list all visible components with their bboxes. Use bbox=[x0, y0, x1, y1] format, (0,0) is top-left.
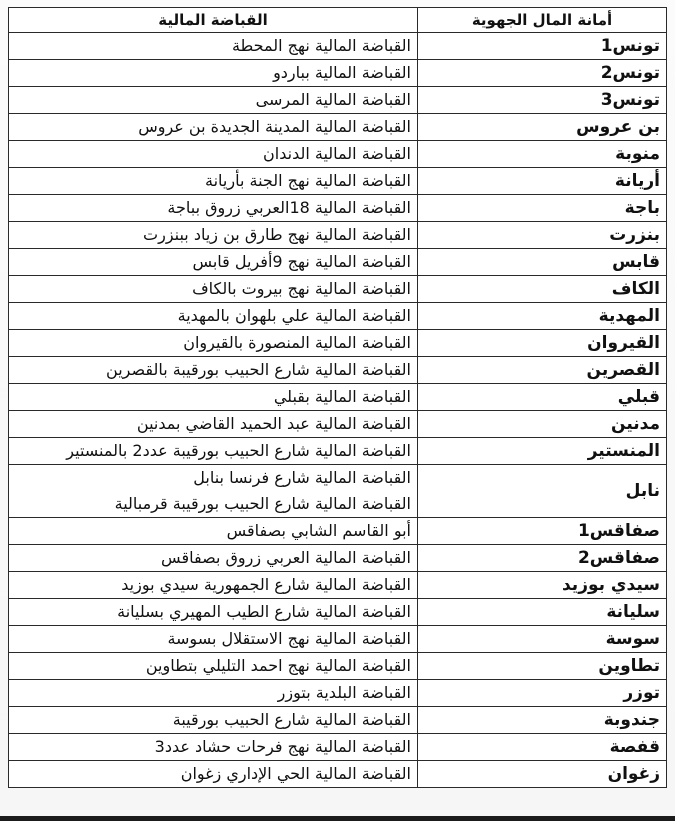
office-name: القباضة المالية شارع الحبيب بورقيبة عدد2 بالمنستير bbox=[66, 441, 411, 460]
region-cell: توزر bbox=[418, 680, 667, 707]
header-office: القباضة المالية bbox=[9, 8, 418, 33]
table-row bbox=[9, 114, 667, 141]
office-cell bbox=[9, 734, 418, 761]
table-row bbox=[9, 653, 667, 680]
table-row bbox=[9, 303, 667, 330]
region-cell: المهدية bbox=[418, 303, 667, 330]
table-row bbox=[9, 87, 667, 114]
office-name: القباضة المالية المدينة الجديدة بن عروس bbox=[138, 117, 411, 136]
office-name: القباضة المالية نهج احمد التليلي بتطاوين bbox=[145, 656, 411, 675]
office-name: القباضة المالية الدندان bbox=[263, 144, 411, 163]
table-row bbox=[9, 222, 667, 249]
region-cell: قبلي bbox=[418, 384, 667, 411]
table-row bbox=[9, 249, 667, 276]
region-cell: صفاقس2 bbox=[418, 545, 667, 572]
office-cell bbox=[9, 168, 418, 195]
office-name: القباضة المالية علي بلهوان بالمهدية bbox=[177, 306, 411, 325]
office-name: القباضة المالية نهج 9أفريل قابس bbox=[192, 252, 411, 271]
table-row bbox=[9, 411, 667, 438]
region-cell: القيروان bbox=[418, 330, 667, 357]
office-cell bbox=[9, 411, 418, 438]
table-row bbox=[9, 357, 667, 384]
office-name: القباضة المالية نهج المحطة bbox=[231, 36, 411, 55]
office-cell bbox=[9, 599, 418, 626]
office-cell bbox=[9, 572, 418, 599]
region-cell: قفصة bbox=[418, 734, 667, 761]
office-name: القباضة المالية شارع الجمهورية سيدي بوزيد bbox=[121, 575, 411, 594]
office-cell bbox=[9, 357, 418, 384]
region-cell: الكاف bbox=[418, 276, 667, 303]
office-name: القباضة المالية بقبلي bbox=[273, 387, 411, 406]
table-row bbox=[9, 545, 667, 572]
table-row bbox=[9, 707, 667, 734]
table-row bbox=[9, 599, 667, 626]
bottom-edge-bar bbox=[0, 816, 675, 821]
office-name: القباضة المالية المنصورة بالقيروان bbox=[183, 333, 411, 352]
table-row bbox=[9, 384, 667, 411]
table-row bbox=[9, 572, 667, 599]
office-cell bbox=[9, 60, 418, 87]
table-row bbox=[9, 276, 667, 303]
table-row bbox=[9, 33, 667, 60]
office-cell bbox=[9, 276, 418, 303]
office-cell bbox=[9, 545, 418, 572]
office-name: القباضة المالية شارع الحبيب بورقيبة bbox=[172, 710, 411, 729]
table-row bbox=[9, 438, 667, 465]
region-cell: قابس bbox=[418, 249, 667, 276]
table-row bbox=[9, 330, 667, 357]
region-cell: زغوان bbox=[418, 761, 667, 788]
office-name: القباضة المالية بباردو bbox=[273, 63, 411, 82]
region-cell: سيدي بوزيد bbox=[418, 572, 667, 599]
region-cell: تونس3 bbox=[418, 87, 667, 114]
office-name: القباضة المالية شارع الطيب المهيري بسليانة bbox=[117, 602, 411, 621]
office-cell bbox=[9, 87, 418, 114]
office-cell bbox=[9, 33, 418, 60]
table-row bbox=[9, 518, 667, 545]
table-row bbox=[9, 195, 667, 222]
office-cell bbox=[9, 707, 418, 734]
office-name: القباضة المالية نهج فرحات حشاد عدد3 bbox=[154, 737, 411, 756]
region-cell: صفاقس1 bbox=[418, 518, 667, 545]
table-row bbox=[9, 734, 667, 761]
office-cell bbox=[9, 114, 418, 141]
office-name: القباضة البلدية بتوزر bbox=[277, 683, 411, 702]
region-cell: القصرين bbox=[418, 357, 667, 384]
office-name: القباضة المالية شارع الحبيب بورقيبة قرمبالية bbox=[114, 494, 411, 513]
office-name: القباضة المالية 18العربي زروق بباجة bbox=[167, 198, 411, 217]
office-name: القباضة المالية نهج الجنة بأريانة bbox=[205, 171, 411, 190]
office-name: أبو القاسم الشابي بصفاقس bbox=[226, 521, 411, 540]
office-name: القباضة المالية شارع فرنسا بنابل bbox=[193, 468, 411, 487]
office-cell bbox=[9, 761, 418, 788]
region-cell: باجة bbox=[418, 195, 667, 222]
treasury-offices-table bbox=[8, 7, 667, 788]
office-cell bbox=[9, 438, 418, 465]
office-cell bbox=[9, 626, 418, 653]
region-cell: تونس2 bbox=[418, 60, 667, 87]
table-body bbox=[9, 33, 667, 788]
table-row bbox=[9, 761, 667, 788]
office-name: القباضة المالية العربي زروق بصفاقس bbox=[161, 548, 411, 567]
region-cell: مدنين bbox=[418, 411, 667, 438]
region-cell: سليانة bbox=[418, 599, 667, 626]
region-cell: سوسة bbox=[418, 626, 667, 653]
office-cell bbox=[9, 680, 418, 707]
region-cell: تونس1 bbox=[418, 33, 667, 60]
office-cell bbox=[9, 653, 418, 680]
office-cell bbox=[9, 249, 418, 276]
office-name: القباضة المالية المرسى bbox=[255, 90, 411, 109]
table-row bbox=[9, 626, 667, 653]
region-cell: أريانة bbox=[418, 168, 667, 195]
table-row bbox=[9, 465, 667, 518]
office-cell bbox=[9, 384, 418, 411]
office-cell bbox=[9, 195, 418, 222]
region-cell: بن عروس bbox=[418, 114, 667, 141]
office-name: القباضة المالية نهج بيروت بالكاف bbox=[192, 279, 411, 298]
office-name: القباضة المالية نهج طارق بن زياد ببنزرت bbox=[143, 225, 411, 244]
office-name: القباضة المالية شارع الحبيب بورقيبة بالقصرين bbox=[106, 360, 411, 379]
office-cell bbox=[9, 303, 418, 330]
office-cell bbox=[9, 330, 418, 357]
table-row bbox=[9, 141, 667, 168]
table-row bbox=[9, 168, 667, 195]
office-name: القباضة المالية عبد الحميد القاضي بمدنين bbox=[136, 414, 411, 433]
office-cell bbox=[9, 222, 418, 249]
table-header-row bbox=[9, 8, 667, 33]
region-cell: جندوبة bbox=[418, 707, 667, 734]
office-cell bbox=[9, 141, 418, 168]
office-cell bbox=[9, 518, 418, 545]
region-cell: بنزرت bbox=[418, 222, 667, 249]
region-cell: نابل bbox=[418, 465, 667, 518]
office-name: القباضة المالية الحي الإداري زغوان bbox=[180, 764, 411, 783]
office-cell bbox=[9, 465, 418, 518]
table-row bbox=[9, 60, 667, 87]
office-name: القباضة المالية نهج الاستقلال بسوسة bbox=[167, 629, 411, 648]
region-cell: منوبة bbox=[418, 141, 667, 168]
header-region: أمانة المال الجهوية bbox=[418, 8, 667, 33]
table-row bbox=[9, 680, 667, 707]
region-cell: المنستير bbox=[418, 438, 667, 465]
region-cell: تطاوين bbox=[418, 653, 667, 680]
